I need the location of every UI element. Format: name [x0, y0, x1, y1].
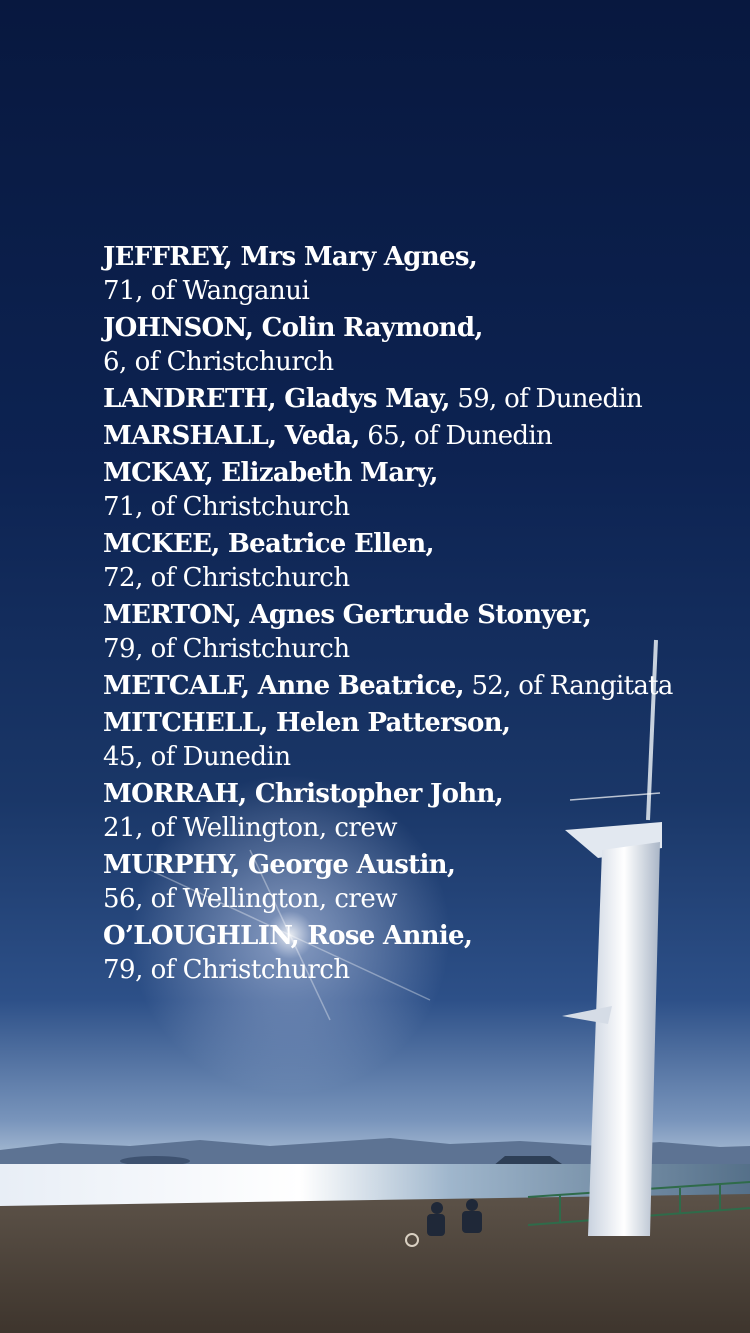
list-item [103, 456, 743, 524]
entry-line [103, 311, 743, 345]
entry-line [103, 598, 743, 632]
victims-list [103, 240, 743, 990]
list-item [103, 598, 743, 666]
list-item [103, 706, 743, 774]
person-name: MARSHALL, Veda, [103, 421, 360, 451]
person-details: 59, of Dunedin [457, 384, 643, 414]
list-item [103, 669, 743, 703]
person-details: 52, of Rangitata [471, 671, 673, 701]
list-item [103, 777, 743, 845]
list-item [103, 419, 743, 453]
person-name: MCKEE, Beatrice Ellen, [103, 529, 434, 559]
entry-line [103, 706, 743, 740]
person-details: 21, of Wellington, crew [103, 813, 397, 843]
entry-line [103, 419, 743, 453]
person-name: MCKAY, Elizabeth Mary, [103, 458, 438, 488]
person-details: 71, of Wanganui [103, 276, 310, 306]
entry-line [103, 240, 743, 274]
list-item [103, 240, 743, 308]
person-details: 6, of Christchurch [103, 347, 334, 377]
entry-line [103, 456, 743, 490]
list-item [103, 527, 743, 595]
entry-line [103, 527, 743, 561]
entry-line [103, 919, 743, 953]
person-name: MORRAH, Christopher John, [103, 779, 504, 809]
entry-line [103, 382, 743, 416]
person-details: 71, of Christchurch [103, 492, 350, 522]
person-details: 56, of Wellington, crew [103, 884, 397, 914]
list-item [103, 919, 743, 987]
person-details: 79, of Christchurch [103, 634, 350, 664]
entry-line [103, 848, 743, 882]
person-name: O’LOUGHLIN, Rose Annie, [103, 921, 473, 951]
person-details: 79, of Christchurch [103, 955, 350, 985]
person-name: LANDRETH, Gladys May, [103, 384, 450, 414]
person-name: JEFFREY, Mrs Mary Agnes, [103, 242, 478, 272]
person-name: JOHNSON, Colin Raymond, [103, 313, 483, 343]
person-details: 72, of Christchurch [103, 563, 350, 593]
list-item [103, 311, 743, 379]
list-item [103, 382, 743, 416]
entry-line [103, 669, 743, 703]
person-name: MITCHELL, Helen Patterson, [103, 708, 511, 738]
list-item [103, 848, 743, 916]
person-name: MERTON, Agnes Gertrude Stonyer, [103, 600, 592, 630]
entry-line [103, 777, 743, 811]
person-details: 65, of Dunedin [367, 421, 553, 451]
person-name: MURPHY, George Austin, [103, 850, 456, 880]
person-details: 45, of Dunedin [103, 742, 291, 772]
person-name: METCALF, Anne Beatrice, [103, 671, 464, 701]
